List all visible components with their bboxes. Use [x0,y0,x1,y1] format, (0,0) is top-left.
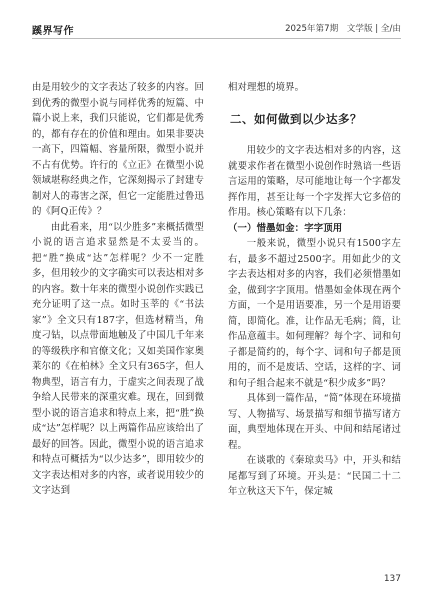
left-paragraph-1: 由是用较少的文字表达了较多的内容。回到优秀的微型小说与同样优秀的短篇、中篇小说上来，我们只能说，它们都是优秀的，都有存在的价值和理由。如果非要决一高下，四篇幅、容量所限，微型小说并不占有优势。许行的《立正》在微型小说领域堪称经典之作，它深刻揭示了封建专制对人的毒害之深，但它一定能胜过鲁迅的《阿Q正传》？ [32,82,204,217]
right-paragraph-2: 一般来说，微型小说只有1500字左右，最多不超过2500字。用如此少的文字去表达相对多的内容，我们必须惜墨如金，做到字字顶用。惜墨如金体现在两个方面，一个是用语要准，另一个是用语要简，即简化。准，让作品无毛病；简，让作品意蕴丰。如何理解？每个字、词和句子都是简约的，每个字、词和句子都是顶用的，而不是废话、空话，这样的字、词和句子组合起来不就是“积少成多”吗？ [228,238,401,389]
sub-section-title: （一）惜墨如金：字字顶用 [228,222,343,234]
header-issue-info: 2025年第7期 文学版 | 全/由 [285,24,401,34]
right-paragraph-0: 相对理想的境界。 [228,82,305,93]
right-paragraph-3: 具体到一篇作品，“简”体现在环境描写、人物描写、场景描写和细节描写诸方面，典型地体现在开头、中间和结尾诸过程。 [228,393,401,451]
left-paragraph-2: 由此看来，用“以少胜多”来概括微型小说的语言追求显然是不太妥当的。把“胜”换成“达”怎样呢？少不一定胜多，但用较少的文字确实可以表达相对多的内容。数十年来的微型小说创作实践已充分证明了这一点。如时玉莘的《“书法家”》全文只有187字，但选材精当，角度刁钻，以点带面地触及了中国几千年来的等级秩序和官僚文化；又如美国作家奥莱尔的《在柏林》全文只有365字，但人物典型，语言有力，于虚实之间表现了战争给人民带来的深重灾难。现在，回到微型小说的语言追求和特点上来，把“胜”换成“达”怎样呢？以上两篇作品应该给出了最好的回答。因此，微型小说的语言追求和特点可概括为“以少达多”，即用较少的文字表达相对多的内容，或者说用较少的文字达到 [32,221,204,496]
right-paragraph-4: 在谈歌的《秦琼卖马》中，开头和结尾都写到了环境。开头是：“民国二十二年立秋这天下午，保定城 [228,455,401,497]
right-column [228,80,401,500]
left-column [32,80,204,499]
header-section-name: 蹊界写作 [32,26,74,37]
section-title: 二、如何做到以少达多？ [230,111,362,126]
right-paragraph-1: 用较少的文字表达相对多的内容，这就要求作者在微型小说创作时熟谙一些语言运用的策略，尽可能地让每一个字都发挥作用，甚至让每一个字发挥大它多倍的作用。核心策略有以下几条： [228,145,401,218]
page-number: 137 [383,574,401,584]
header-divider [32,38,401,39]
